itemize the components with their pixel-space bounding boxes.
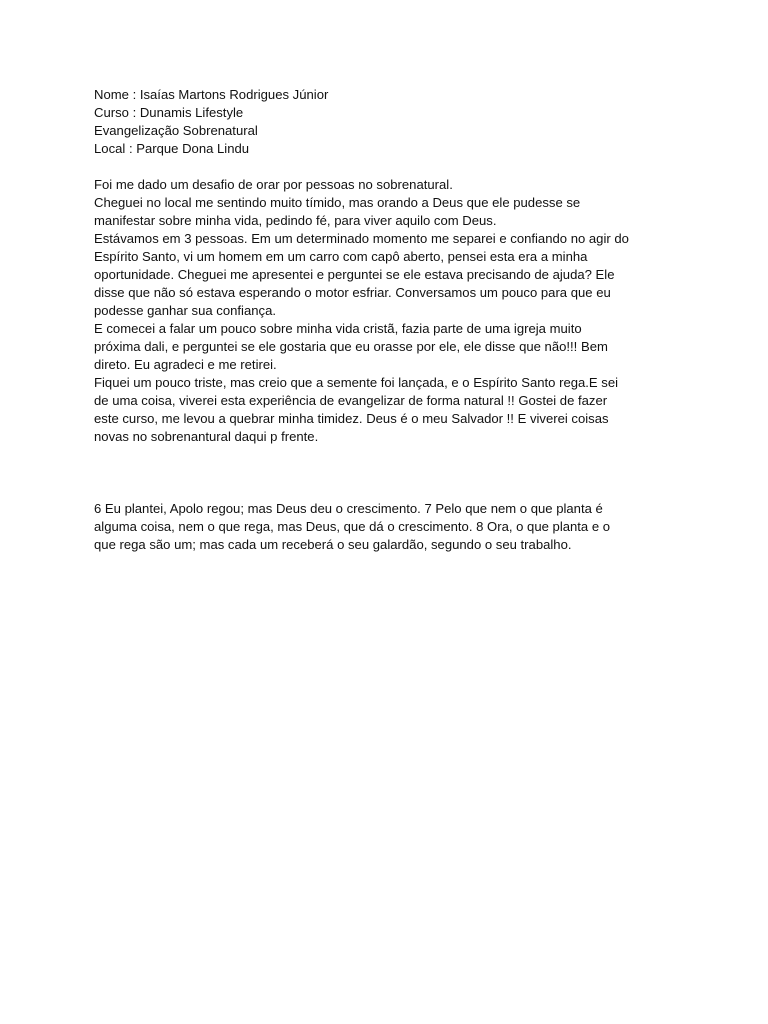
- text-line: Foi me dado um desafio de orar por pessoas no sobrenatural.: [94, 177, 453, 192]
- text-line: Espírito Santo, vi um homem em um carro com capô aberto, pensei esta era a minha: [94, 249, 588, 264]
- verse-line: 6 Eu plantei, Apolo regou; mas Deus deu o crescimento. 7 Pelo que nem o que planta é: [94, 501, 603, 516]
- text-line: de uma coisa, viverei esta experiência de evangelizar de forma natural !! Gostei de fazer: [94, 393, 608, 408]
- bible-verse-paragraph: [94, 500, 694, 554]
- text-line: novas no sobrenantural daqui p frente.: [94, 429, 319, 444]
- text-line: E comecei a falar um pouco sobre minha vida cristã, fazia parte de uma igreja muito: [94, 321, 582, 336]
- verse-line: que rega são um; mas cada um receberá o seu galardão, segundo o seu trabalho.: [94, 537, 572, 552]
- module-line: Evangelização Sobrenatural: [94, 123, 258, 138]
- course-line: Curso : Dunamis Lifestyle: [94, 105, 244, 120]
- header-block: [94, 86, 694, 158]
- testimony-paragraph: [94, 176, 694, 446]
- text-line: Fiquei um pouco triste, mas creio que a semente foi lançada, e o Espírito Santo rega.E sei: [94, 375, 619, 390]
- verse-line: alguma coisa, nem o que rega, mas Deus, que dá o crescimento. 8 Ora, o que planta e o: [94, 519, 611, 534]
- text-line: Estávamos em 3 pessoas. Em um determinado momento me separei e confiando no agir do: [94, 231, 629, 246]
- text-line: direto. Eu agradeci e me retirei.: [94, 357, 277, 372]
- text-line: este curso, me levou a quebrar minha timidez. Deus é o meu Salvador !! E viverei coisas: [94, 411, 609, 426]
- text-line: Cheguei no local me sentindo muito tímido, mas orando a Deus que ele pudesse se: [94, 195, 581, 210]
- name-line: Nome : Isaías Martons Rodrigues Júnior: [94, 87, 329, 102]
- text-line: podesse ganhar sua confiança.: [94, 303, 276, 318]
- document-page: [94, 86, 694, 554]
- text-line: disse que não só estava esperando o motor esfriar. Conversamos um pouco para que eu: [94, 285, 611, 300]
- text-line: oportunidade. Cheguei me apresentei e perguntei se ele estava precisando de ajuda? Ele: [94, 267, 615, 282]
- text-line: próxima dali, e perguntei se ele gostaria que eu orasse por ele, ele disse que não!!! Bem: [94, 339, 608, 354]
- text-line: manifestar sobre minha vida, pedindo fé, para viver aquilo com Deus.: [94, 213, 497, 228]
- location-line: Local : Parque Dona Lindu: [94, 141, 250, 156]
